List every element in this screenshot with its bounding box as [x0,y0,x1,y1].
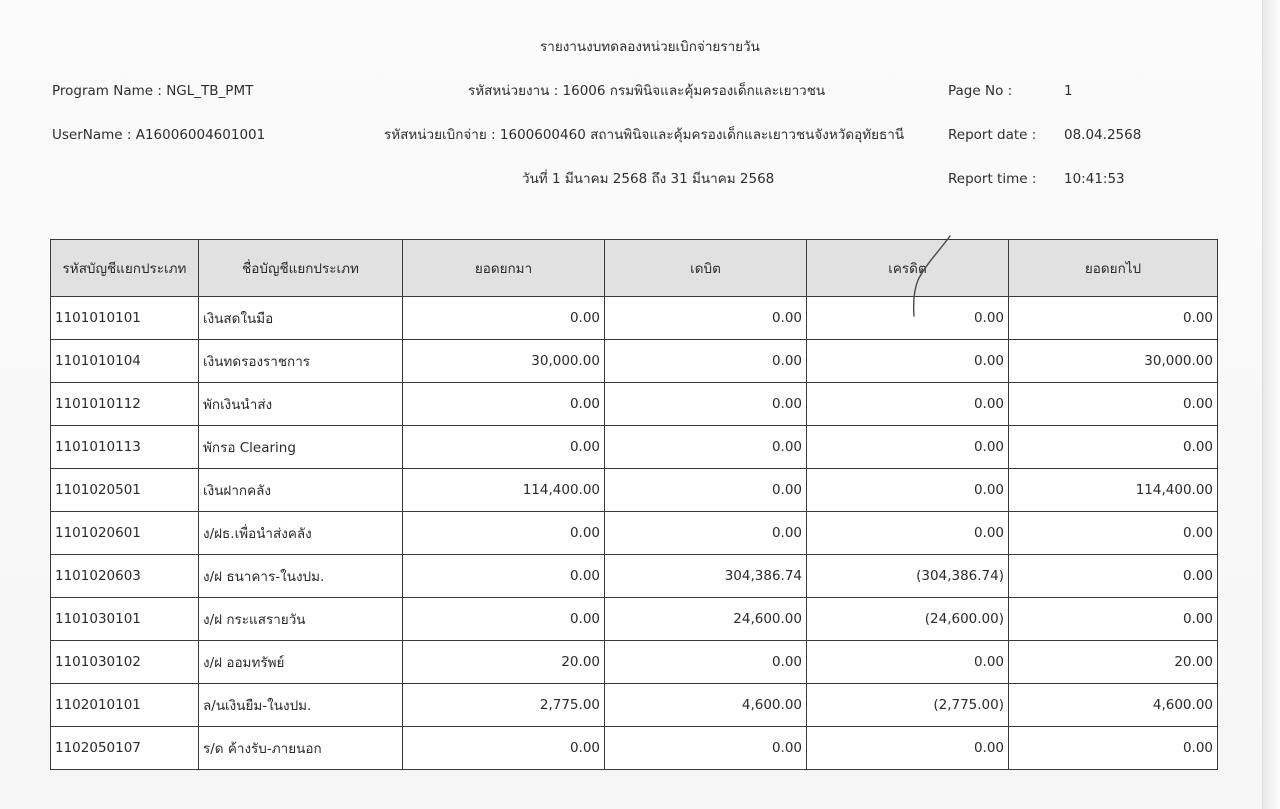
brought-forward-amount: 0.00 [403,383,605,426]
account-code: 1101010112 [51,383,199,426]
date-range: วันที่ 1 มีนาคม 2568 ถึง 31 มีนาคม 2568 [522,171,775,187]
table-row [51,469,1218,512]
carried-forward-amount: 30,000.00 [1009,340,1218,383]
disbursement-unit-code: รหัสหน่วยเบิกจ่าย : 1600600460 สถานพินิจและคุ้มครองเด็กและเยาวชนจังหวัดอุทัยธานี [384,127,905,143]
header-brought-forward: ยอดยกมา [403,240,605,297]
credit-amount: 0.00 [807,383,1009,426]
report-time-label: Report time : [948,171,1037,187]
account-code: 1101010101 [51,297,199,340]
table-row [51,684,1218,727]
brought-forward-amount: 30,000.00 [403,340,605,383]
account-name: ล/นเงินยืม-ในงปม. [199,684,403,727]
account-name: พักเงินนำส่ง [199,383,403,426]
account-code: 1102050107 [51,727,199,770]
account-name: ง/ฝ ออมทรัพย์ [199,641,403,684]
header-carried-forward: ยอดยกไป [1009,240,1218,297]
account-code: 1101030101 [51,598,199,641]
report-date-label: Report date : [948,127,1037,143]
account-code: 1102010101 [51,684,199,727]
program-name: Program Name : NGL_TB_PMT [52,83,254,99]
paper-edge [1262,0,1280,809]
username: UserName : A16006004601001 [52,127,266,143]
header-debit: เดบิต [605,240,807,297]
account-name: ง/ฝธ.เพื่อนำส่งคลัง [199,512,403,555]
carried-forward-amount: 0.00 [1009,727,1218,770]
table-row [51,297,1218,340]
credit-amount: 0.00 [807,340,1009,383]
carried-forward-amount: 0.00 [1009,383,1218,426]
debit-amount: 0.00 [605,641,807,684]
table-row [51,641,1218,684]
debit-amount: 0.00 [605,297,807,340]
page-no-value: 1 [1064,83,1073,99]
brought-forward-amount: 0.00 [403,512,605,555]
report-time-value: 10:41:53 [1064,171,1125,187]
account-code: 1101020501 [51,469,199,512]
table-row [51,598,1218,641]
carried-forward-amount: 0.00 [1009,426,1218,469]
credit-amount: 0.00 [807,426,1009,469]
carried-forward-amount: 0.00 [1009,555,1218,598]
account-code: 1101030102 [51,641,199,684]
trial-balance-table [50,239,1218,770]
table-header [51,240,1218,297]
brought-forward-amount: 0.00 [403,727,605,770]
table-body [51,297,1218,770]
header-account-name: ชื่อบัญชีแยกประเภท [199,240,403,297]
account-code: 1101010104 [51,340,199,383]
table-row [51,426,1218,469]
account-name: ง/ฝ ธนาคาร-ในงปม. [199,555,403,598]
report-date-value: 08.04.2568 [1064,127,1142,143]
brought-forward-amount: 2,775.00 [403,684,605,727]
debit-amount: 304,386.74 [605,555,807,598]
table-row [51,512,1218,555]
account-code: 1101010113 [51,426,199,469]
table-row [51,340,1218,383]
table-row [51,555,1218,598]
account-name: เงินฝากคลัง [199,469,403,512]
table-row [51,383,1218,426]
debit-amount: 0.00 [605,426,807,469]
department-code: รหัสหน่วยงาน : 16006 กรมพินิจและคุ้มครองเด็กและเยาวชน [468,83,826,99]
credit-amount: 0.00 [807,641,1009,684]
report-title: รายงานงบทดลองหน่วยเบิกจ่ายรายวัน [540,39,760,55]
header-credit: เครดิต [807,240,1009,297]
debit-amount: 0.00 [605,469,807,512]
account-code: 1101020601 [51,512,199,555]
carried-forward-amount: 4,600.00 [1009,684,1218,727]
debit-amount: 0.00 [605,383,807,426]
carried-forward-amount: 0.00 [1009,512,1218,555]
account-name: ร/ด ค้างรับ-ภายนอก [199,727,403,770]
credit-amount: (2,775.00) [807,684,1009,727]
brought-forward-amount: 0.00 [403,426,605,469]
debit-amount: 24,600.00 [605,598,807,641]
page-no-label: Page No : [948,83,1013,99]
credit-amount: 0.00 [807,512,1009,555]
account-name: พักรอ Clearing [199,426,403,469]
credit-amount: 0.00 [807,469,1009,512]
brought-forward-amount: 20.00 [403,641,605,684]
brought-forward-amount: 0.00 [403,297,605,340]
carried-forward-amount: 20.00 [1009,641,1218,684]
table-row [51,727,1218,770]
debit-amount: 4,600.00 [605,684,807,727]
account-name: เงินสดในมือ [199,297,403,340]
debit-amount: 0.00 [605,340,807,383]
credit-amount: (24,600.00) [807,598,1009,641]
header-account-code: รหัสบัญชีแยกประเภท [51,240,199,297]
brought-forward-amount: 0.00 [403,555,605,598]
credit-amount: 0.00 [807,727,1009,770]
carried-forward-amount: 114,400.00 [1009,469,1218,512]
carried-forward-amount: 0.00 [1009,598,1218,641]
header-row [51,240,1218,297]
brought-forward-amount: 0.00 [403,598,605,641]
debit-amount: 0.00 [605,512,807,555]
account-name: เงินทดรองราชการ [199,340,403,383]
account-name: ง/ฝ กระแสรายวัน [199,598,403,641]
credit-amount: (304,386.74) [807,555,1009,598]
credit-amount: 0.00 [807,297,1009,340]
carried-forward-amount: 0.00 [1009,297,1218,340]
debit-amount: 0.00 [605,727,807,770]
brought-forward-amount: 114,400.00 [403,469,605,512]
account-code: 1101020603 [51,555,199,598]
